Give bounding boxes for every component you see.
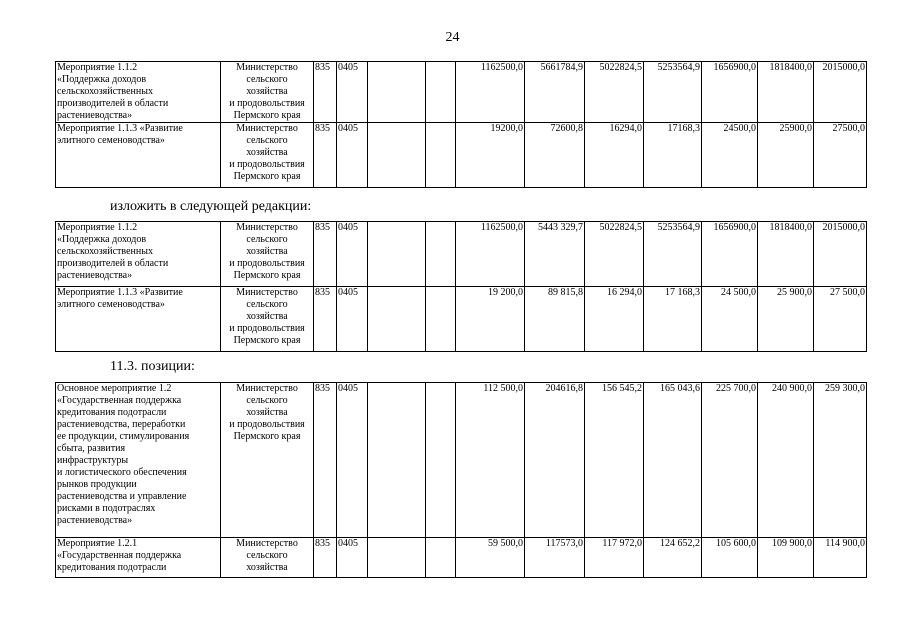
section-code-cell: 0405	[337, 62, 368, 123]
table-row	[56, 383, 867, 538]
ministry-cell: Министерство сельского хозяйства и продовольствия Пермского края	[221, 62, 314, 123]
measure-name-cell: Мероприятие 1.1.2 «Поддержка доходов сельскохозяйственных производителей в области растениеводства»	[56, 222, 221, 287]
amount-cell: 1818400,0	[758, 222, 814, 287]
section-code-cell: 0405	[337, 287, 368, 352]
expense-type-cell	[426, 62, 456, 123]
target-article-cell	[368, 62, 426, 123]
target-article-cell	[368, 383, 426, 538]
page-number: 24	[445, 30, 460, 45]
measure-name-cell: Мероприятие 1.1.2 «Поддержка доходов сельскохозяйственных производителей в области растениеводства»	[56, 62, 221, 123]
budget-table-old	[55, 61, 867, 188]
amount-cell: 2015000,0	[814, 62, 867, 123]
amount-cell: 1656900,0	[702, 62, 758, 123]
amount-cell: 25900,0	[758, 123, 814, 188]
ministry-cell: Министерство сельского хозяйства и продовольствия Пермского края	[221, 222, 314, 287]
grbs-code-cell: 835	[314, 222, 337, 287]
grbs-code-cell: 835	[314, 383, 337, 538]
amount-cell: 105 600,0	[702, 538, 758, 578]
amount-cell: 5661784,9	[525, 62, 585, 123]
table-row	[56, 222, 867, 287]
amount-cell: 259 300,0	[814, 383, 867, 538]
amount-cell: 59 500,0	[456, 538, 525, 578]
section-code-cell: 0405	[337, 383, 368, 538]
table-row	[56, 62, 867, 123]
amount-cell: 17168,3	[644, 123, 702, 188]
grbs-code-cell: 835	[314, 287, 337, 352]
amount-cell: 17 168,3	[644, 287, 702, 352]
ministry-cell: Министерство сельского хозяйства и продовольствия Пермского края	[221, 123, 314, 188]
target-article-cell	[368, 287, 426, 352]
amount-cell: 24500,0	[702, 123, 758, 188]
amount-cell: 2015000,0	[814, 222, 867, 287]
amount-cell: 117 972,0	[585, 538, 644, 578]
amount-cell: 225 700,0	[702, 383, 758, 538]
amount-cell: 5443 329,7	[525, 222, 585, 287]
measure-name-cell: Мероприятие 1.1.3 «Развитие элитного семеноводства»	[56, 123, 221, 188]
measure-name-cell: Основное мероприятие 1.2 «Государственная поддержка кредитования подотрасли растениеводства, переработки ее продукции, стимулирования сбыта, развития инфраструктуры и логистического обеспечения рынков продукции растениеводства и управление рисками в подотраслях растениеводства»	[56, 383, 221, 538]
caption-positions: 11.3. позиции:	[110, 359, 195, 374]
target-article-cell	[368, 123, 426, 188]
amount-cell: 27500,0	[814, 123, 867, 188]
section-code-cell: 0405	[337, 123, 368, 188]
expense-type-cell	[426, 383, 456, 538]
amount-cell: 240 900,0	[758, 383, 814, 538]
amount-cell: 156 545,2	[585, 383, 644, 538]
budget-table-new	[55, 221, 867, 352]
amount-cell: 1162500,0	[456, 222, 525, 287]
amount-cell: 1162500,0	[456, 62, 525, 123]
grbs-code-cell: 835	[314, 123, 337, 188]
amount-cell: 5253564,9	[644, 222, 702, 287]
expense-type-cell	[426, 287, 456, 352]
budget-table-positions	[55, 382, 867, 578]
amount-cell: 1818400,0	[758, 62, 814, 123]
amount-cell: 25 900,0	[758, 287, 814, 352]
amount-cell: 5022824,5	[585, 222, 644, 287]
expense-type-cell	[426, 222, 456, 287]
measure-name-cell: Мероприятие 1.1.3 «Развитие элитного семеноводства»	[56, 287, 221, 352]
grbs-code-cell: 835	[314, 538, 337, 578]
measure-name-cell: Мероприятие 1.2.1 «Государственная поддержка кредитования подотрасли	[56, 538, 221, 578]
grbs-code-cell: 835	[314, 62, 337, 123]
amount-cell: 5253564,9	[644, 62, 702, 123]
table-row	[56, 123, 867, 188]
expense-type-cell	[426, 123, 456, 188]
amount-cell: 117573,0	[525, 538, 585, 578]
section-code-cell: 0405	[337, 222, 368, 287]
table-row	[56, 287, 867, 352]
caption-new-edition: изложить в следующей редакции:	[110, 199, 312, 214]
table-row	[56, 538, 867, 578]
ministry-cell: Министерство сельского хозяйства и продовольствия Пермского края	[221, 287, 314, 352]
amount-cell: 89 815,8	[525, 287, 585, 352]
ministry-cell: Министерство сельского хозяйства и продовольствия Пермского края	[221, 383, 314, 538]
amount-cell: 72600,8	[525, 123, 585, 188]
expense-type-cell	[426, 538, 456, 578]
target-article-cell	[368, 222, 426, 287]
amount-cell: 124 652,2	[644, 538, 702, 578]
amount-cell: 24 500,0	[702, 287, 758, 352]
amount-cell: 16 294,0	[585, 287, 644, 352]
ministry-cell: Министерство сельского хозяйства	[221, 538, 314, 578]
amount-cell: 109 900,0	[758, 538, 814, 578]
amount-cell: 1656900,0	[702, 222, 758, 287]
amount-cell: 19200,0	[456, 123, 525, 188]
target-article-cell	[368, 538, 426, 578]
amount-cell: 112 500,0	[456, 383, 525, 538]
amount-cell: 16294,0	[585, 123, 644, 188]
amount-cell: 5022824,5	[585, 62, 644, 123]
amount-cell: 114 900,0	[814, 538, 867, 578]
amount-cell: 165 043,6	[644, 383, 702, 538]
amount-cell: 27 500,0	[814, 287, 867, 352]
section-code-cell: 0405	[337, 538, 368, 578]
amount-cell: 204616,8	[525, 383, 585, 538]
amount-cell: 19 200,0	[456, 287, 525, 352]
